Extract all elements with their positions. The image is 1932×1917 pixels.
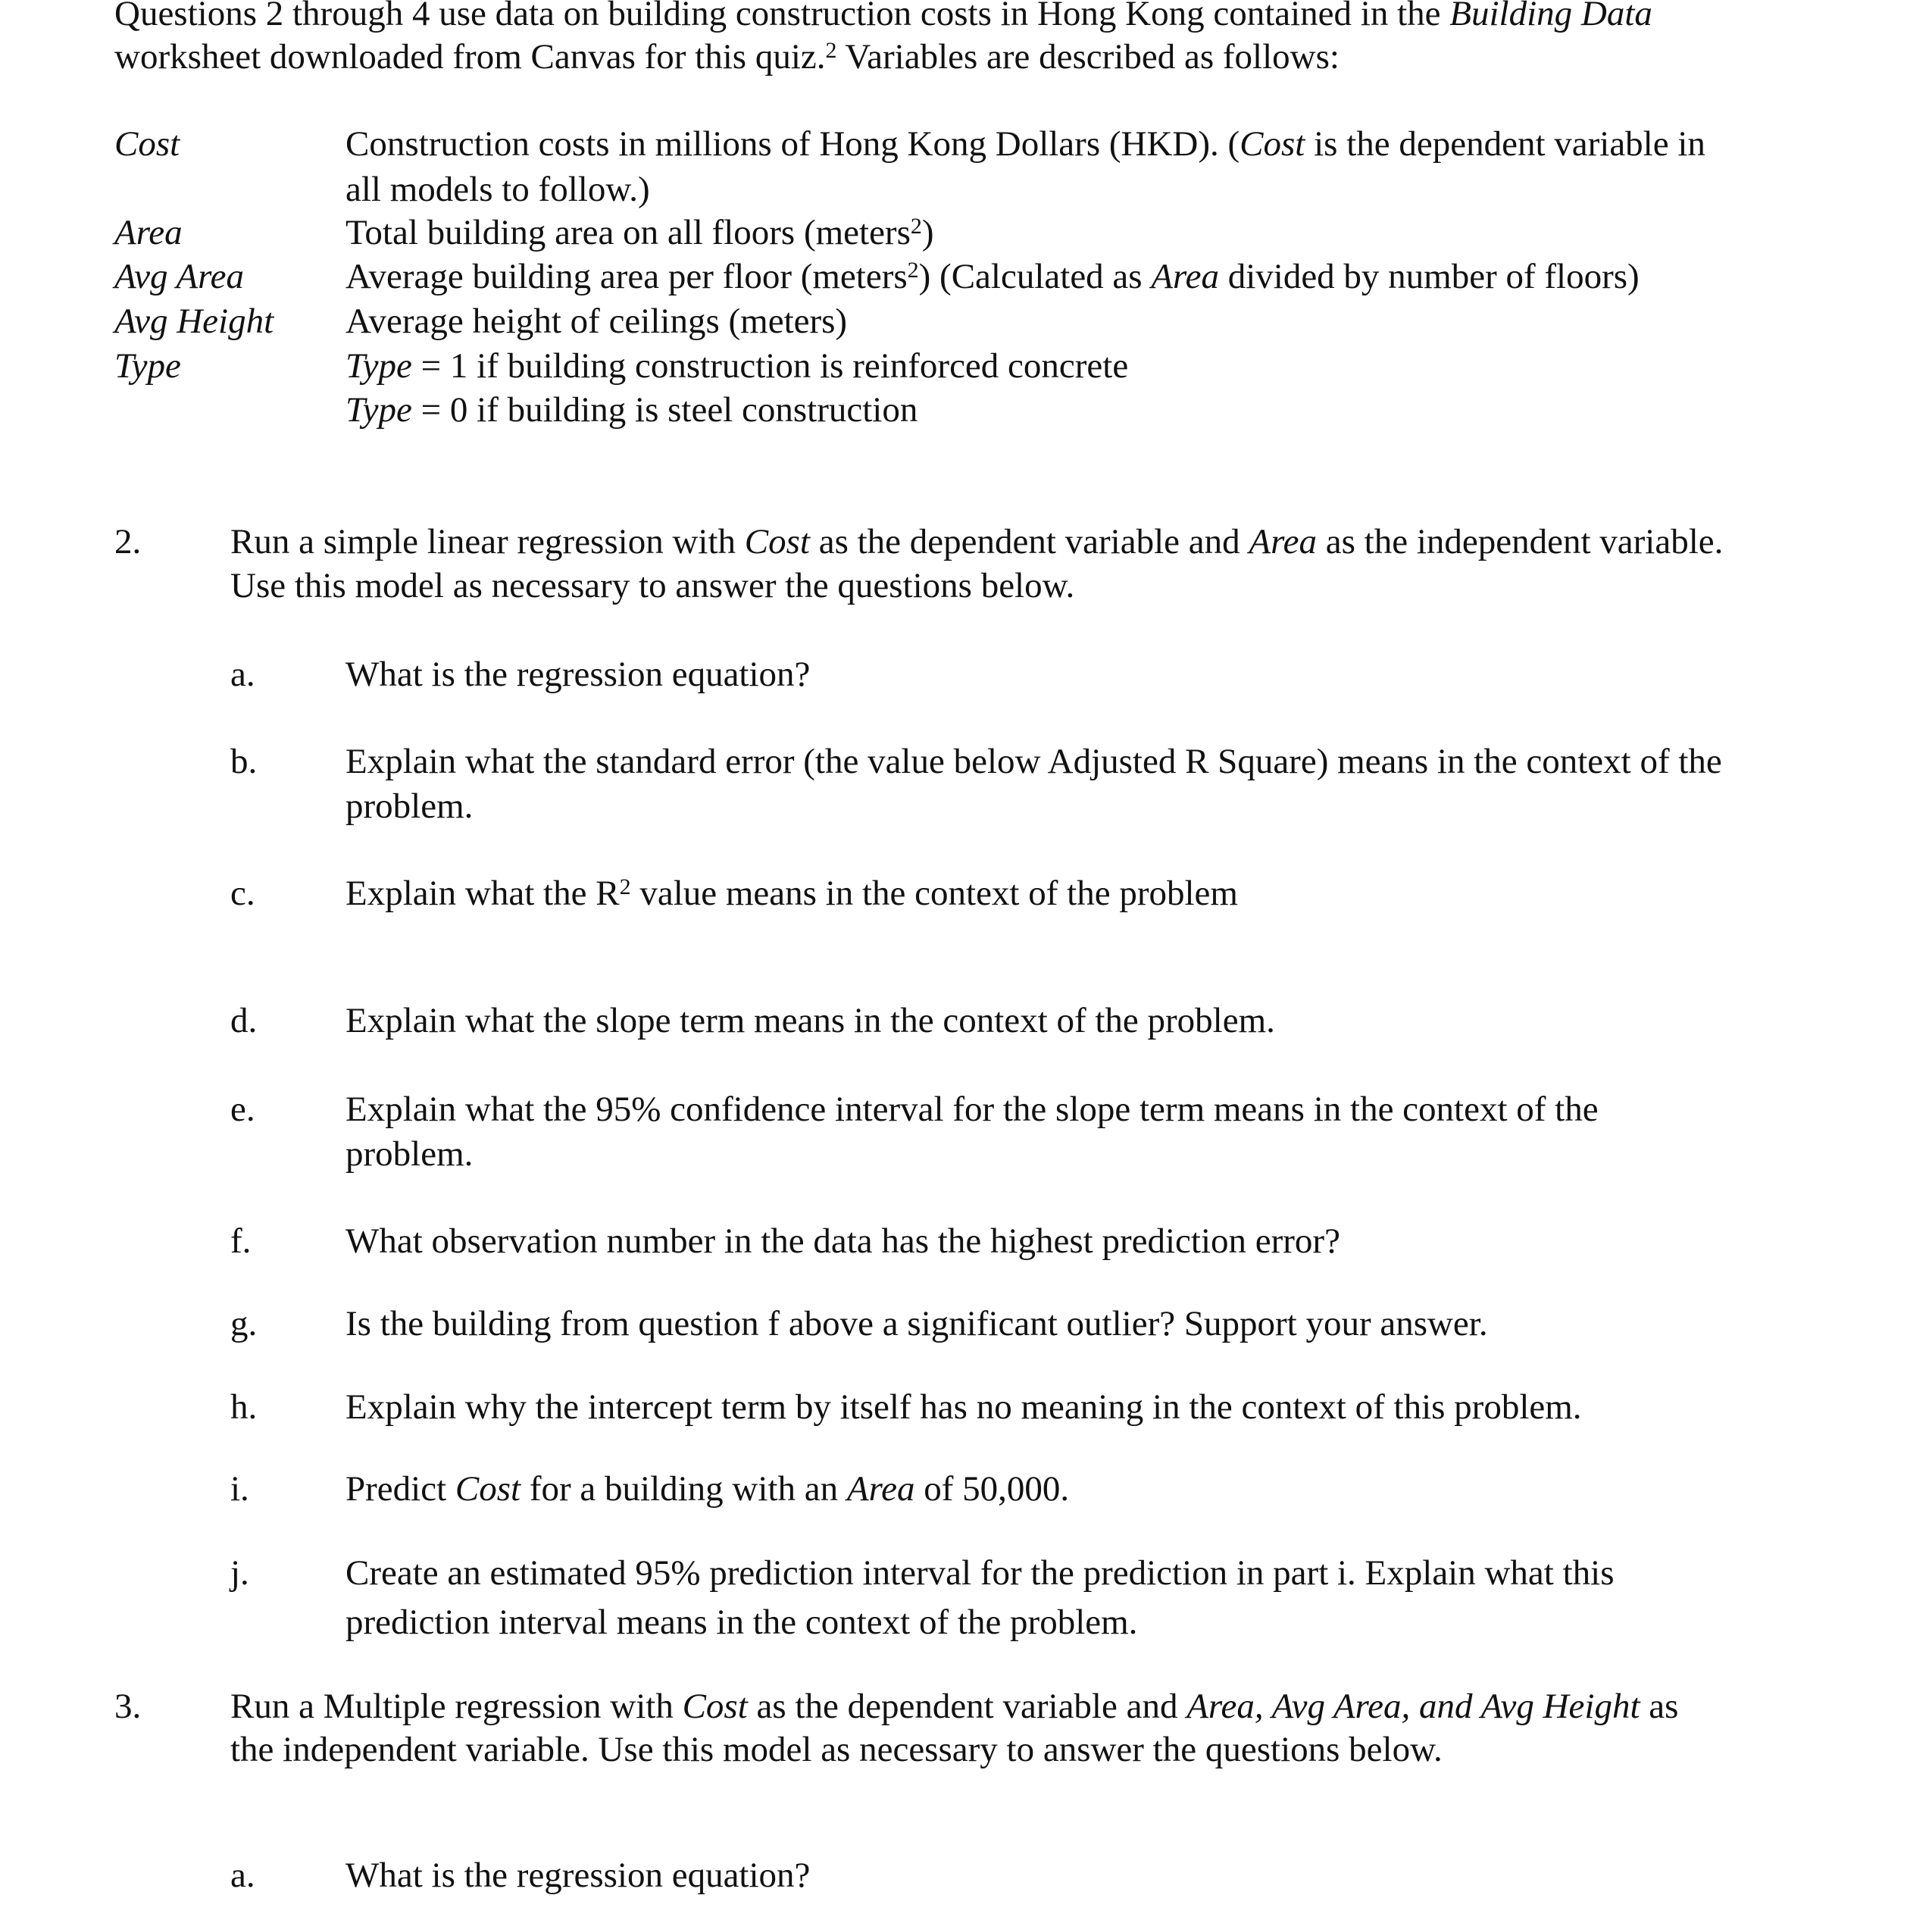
text-segment: Average building area per floor (meters: [345, 257, 908, 296]
superscript: 2: [619, 874, 631, 899]
question-text: [230, 521, 1723, 563]
text-segment: Use this model as necessary to answer the questions below.: [230, 566, 1075, 605]
text-segment: Explain what the R: [345, 874, 620, 913]
italic-text: Area, Avg Area, and Avg Height: [1186, 1687, 1640, 1726]
text-segment: Construction costs in millions of Hong Kong Dollars (HKD). (: [345, 124, 1240, 164]
part-text: [345, 740, 1722, 783]
text-segment: Explain what the standard error (the value below Adjusted R Square) means in the context of the: [345, 742, 1722, 781]
part-text: [345, 999, 1275, 1042]
italic-text: Avg Height: [114, 302, 274, 341]
variable-name: [114, 211, 183, 254]
superscript: 2: [910, 214, 922, 239]
italic-text: Cost: [744, 522, 810, 561]
variable-description: [345, 123, 1705, 165]
text-segment: divided by number of floors): [1218, 257, 1640, 296]
text-segment: as: [1640, 1687, 1679, 1726]
variable-description: [345, 168, 650, 211]
superscript: 2: [825, 38, 837, 63]
text-segment: Explain what the slope term means in the context of the problem.: [345, 1001, 1275, 1040]
text-segment: of 50,000.: [914, 1469, 1070, 1509]
text-segment: Is the building from question f above a significant outlier? Support your answer.: [345, 1304, 1488, 1343]
part-label: [230, 1220, 251, 1262]
part-text: [345, 1302, 1488, 1345]
text-segment: = 1 if building construction is reinforced concrete: [411, 346, 1129, 386]
text-segment: as the dependent variable and: [747, 1687, 1187, 1726]
part-label: [230, 872, 255, 915]
text-segment: the independent variable. Use this model as necessary to answer the questions below.: [230, 1730, 1443, 1769]
variable-description: [345, 255, 1640, 298]
italic-text: Cost: [455, 1469, 521, 1509]
text-segment: e.: [230, 1090, 255, 1129]
text-segment: Create an estimated 95% prediction interval for the prediction in part i. Explain what this: [345, 1553, 1615, 1593]
part-text: [345, 1854, 810, 1897]
italic-text: Avg Area: [114, 257, 244, 296]
text-segment: problem.: [345, 787, 474, 826]
text-segment: Run a simple linear regression with: [230, 522, 745, 561]
text-segment: 3.: [114, 1687, 142, 1726]
part-label: [230, 999, 257, 1042]
text-segment: What observation number in the data has the highest prediction error?: [345, 1221, 1340, 1261]
italic-text: Type: [345, 346, 412, 386]
superscript: 2: [907, 258, 919, 283]
part-text: [345, 653, 810, 696]
italic-text: Type: [114, 346, 181, 386]
text-segment: all models to follow.): [345, 170, 650, 209]
part-label: [230, 1854, 255, 1897]
text-segment: value means in the context of the problem: [630, 874, 1238, 913]
intro-line: [114, 36, 1340, 78]
text-segment: Predict: [345, 1469, 455, 1509]
text-segment: i.: [230, 1469, 249, 1509]
part-label: [230, 1386, 257, 1428]
text-segment: 2.: [114, 522, 142, 561]
part-label: [230, 740, 257, 783]
italic-text: Area: [1249, 522, 1317, 561]
question-number: [114, 1685, 141, 1728]
part-text: [345, 1133, 473, 1175]
text-segment: d.: [230, 1001, 258, 1040]
text-segment: What is the regression equation?: [345, 1856, 811, 1895]
text-segment: b.: [230, 742, 258, 781]
part-text: [345, 1088, 1599, 1130]
variable-name: [114, 123, 180, 165]
question-text: [230, 1728, 1443, 1771]
text-segment: problem.: [345, 1134, 474, 1174]
italic-text: Building Data: [1449, 0, 1652, 33]
text-segment: Explain why the intercept term by itself has no meaning in the context of this problem.: [345, 1387, 1582, 1427]
variable-description: [345, 300, 847, 342]
italic-text: Cost: [114, 124, 180, 164]
variable-description: [345, 389, 918, 431]
question-text: [230, 1685, 1678, 1728]
text-segment: j.: [230, 1553, 249, 1593]
variable-name: [114, 345, 181, 387]
text-segment: worksheet downloaded from Canvas for this quiz.: [114, 37, 826, 77]
italic-text: Type: [345, 390, 412, 430]
part-text: [345, 1386, 1582, 1428]
variable-name: [114, 300, 274, 342]
text-segment: c.: [230, 874, 255, 913]
text-segment: Total building area on all floors (meters: [345, 213, 911, 252]
text-segment: = 0 if building is steel construction: [411, 390, 918, 430]
text-segment: as the independent variable.: [1317, 522, 1724, 561]
part-text: [345, 1220, 1340, 1262]
text-segment: Average height of ceilings (meters): [345, 302, 848, 341]
text-segment: What is the regression equation?: [345, 655, 811, 694]
text-segment: Variables are described as follows:: [836, 37, 1340, 77]
text-segment: is the dependent variable in: [1305, 124, 1705, 164]
text-segment: ): [921, 213, 934, 252]
part-label: [230, 653, 255, 696]
part-text: [345, 1601, 1137, 1643]
text-segment: for a building with an: [521, 1469, 847, 1509]
italic-text: Area: [114, 213, 183, 252]
question-number: [114, 521, 141, 563]
text-segment: g.: [230, 1304, 258, 1343]
variable-name: [114, 255, 244, 298]
variable-description: [345, 211, 934, 254]
variable-description: [345, 345, 1128, 387]
question-text: [230, 564, 1074, 607]
text-segment: f.: [230, 1221, 252, 1261]
text-segment: a.: [230, 1856, 255, 1895]
text-segment: Questions 2 through 4 use data on building construction costs in Hong Kong contained in the: [114, 0, 1450, 33]
text-segment: a.: [230, 655, 255, 694]
part-label: [230, 1552, 249, 1594]
part-label: [230, 1468, 249, 1510]
text-segment: as the dependent variable and: [809, 522, 1249, 561]
text-segment: ) (Calculated as: [918, 257, 1152, 296]
part-label: [230, 1302, 257, 1345]
italic-text: Area: [846, 1469, 915, 1509]
part-text: [345, 785, 473, 827]
text-segment: Explain what the 95% confidence interval for the slope term means in the context of the: [345, 1090, 1599, 1129]
text-segment: prediction interval means in the context of the problem.: [345, 1603, 1138, 1642]
italic-text: Cost: [682, 1687, 748, 1726]
text-segment: Run a Multiple regression with: [230, 1687, 683, 1726]
text-segment: h.: [230, 1387, 258, 1427]
part-text: [345, 1552, 1615, 1594]
intro-line: [114, 0, 1652, 35]
part-text: [345, 872, 1238, 915]
italic-text: Cost: [1240, 124, 1305, 164]
part-label: [230, 1088, 255, 1130]
italic-text: Area: [1151, 257, 1219, 296]
part-text: [345, 1468, 1069, 1510]
